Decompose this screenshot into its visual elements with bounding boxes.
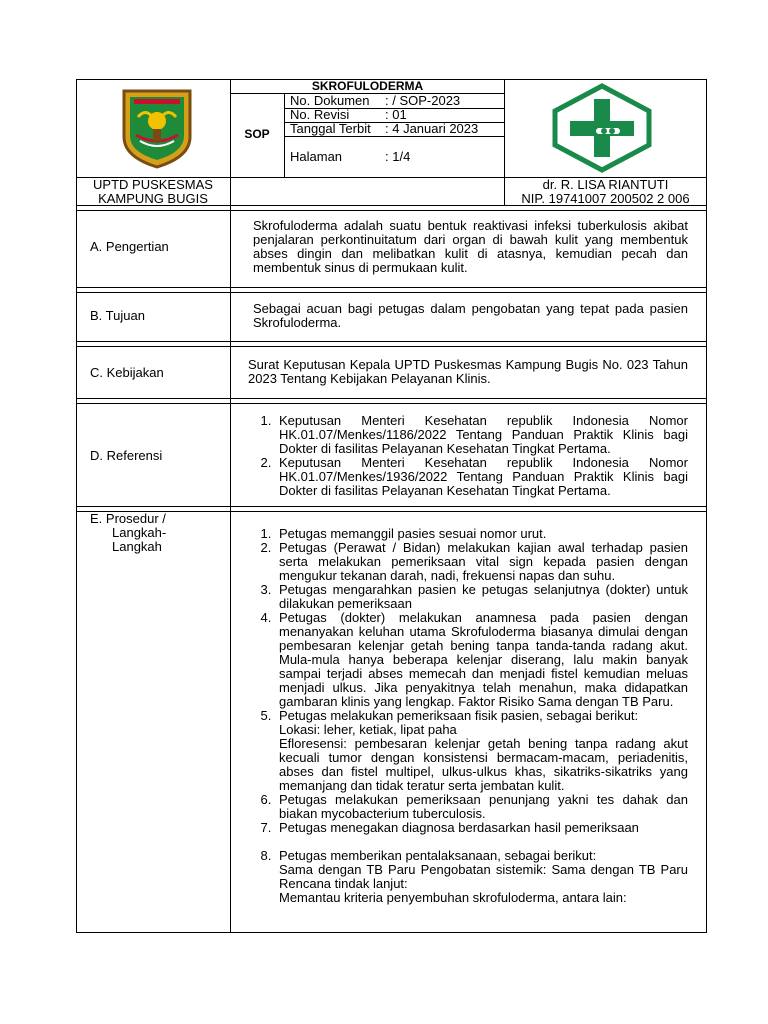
step-8-title: 8. Petugas memberikan pentalaksanaan, sebagai berikut: [279,848,597,863]
tanggal-terbit-value: : 4 Januari 2023 [385,121,479,136]
sop-label: SOP [244,127,270,141]
procedure-step [275,849,688,905]
halaman-value: : 1/4 [385,149,411,164]
signer-nip: NIP. 19741007 200502 2 006 [521,191,690,206]
divider [76,403,707,404]
procedure-step: 1. Petugas memanggil pasies sesuai nomor urut. [275,527,688,541]
section-b-text: Sebagai acuan bagi petugas dalam pengobatan yang tepat pada pasien Skrofuloderma. [253,301,688,330]
divider [76,341,707,342]
procedure-step [275,709,688,793]
section-a-text: Skrofuloderma adalah suatu bentuk reaktivasi infeksi tuberkulosis akibat penjalaran perkontinuitatum dari organ di bawah kulit yang membentuk abses dingin dan melibatkan kulit di atasnya, kemudian pecah dan membentuk sinus di permukaan kulit. [253,218,688,275]
puskesmas-cross-logo-icon [550,83,654,173]
section-e-label-3: Langkah [112,539,162,554]
step-5-lokasi: Lokasi: leher, ketiak, lipat paha [279,722,457,737]
divider [230,79,231,205]
document-title: SKROFULODERMA [311,79,424,93]
reference-item: 2. Keputusan Menteri Kesehatan republik Indonesia Nomor HK.01.07/Menkes/1936/2022 Tentang Panduan Praktik Klinis bagi Dokter di fasilitas Pelayanan Kesehatan Tingkat Pertama. [275,456,688,498]
kampung-bugis-emblem-icon [118,87,196,169]
table-border-bottom [76,932,707,933]
step-8-line1: Sama dengan TB Paru Pengobatan sistemik: Sama dengan TB Paru Rencana tindak lanjut: [279,862,688,891]
divider [76,398,707,399]
divider [76,292,707,293]
section-c-label: C. Kebijakan [90,365,164,380]
org-name-line1: UPTD PUSKESMAS [93,177,213,192]
divider [76,346,707,347]
halaman-label: Halaman [290,149,343,164]
section-a-label: A. Pengertian [90,239,169,254]
tanggal-terbit-label: Tanggal Terbit [290,121,371,136]
procedure-steps [251,527,688,905]
divider [76,287,707,288]
procedure-step: 6. Petugas melakukan pemeriksaan penunjang yakni tes dahak dan biakan mycobacterium tuberculosis. [275,793,688,821]
reference-item: 1. Keputusan Menteri Kesehatan republik Indonesia Nomor HK.01.07/Menkes/1186/2022 Tentang Panduan Praktik Klinis bagi Dokter di fasilitas Pelayanan Kesehatan Tingkat Pertama. [275,414,688,456]
divider [230,205,231,933]
section-d-label: D. Referensi [90,448,163,463]
no-dokumen-label: No. Dokumen [290,93,370,108]
no-revisi-value: : 01 [385,107,407,122]
org-name-line2: KAMPUNG BUGIS [98,191,208,206]
procedure-step: 3. Petugas mengarahkan pasien ke petugas selanjutnya (dokter) untuk dilakukan pemeriksaan [275,583,688,611]
section-b-label: B. Tujuan [90,308,145,323]
no-dokumen-value: : / SOP-2023 [385,93,461,108]
step-5-title: 5. Petugas melakukan pemeriksaan fisik pasien, sebagai berikut: [279,708,639,723]
section-d-list [246,414,688,498]
section-e-label-2: Langkah- [112,525,167,540]
no-revisi-label: No. Revisi [290,107,350,122]
divider [76,210,707,211]
signer-name: dr. R. LISA RIANTUTI [542,177,669,192]
step-5-efloresensi: Efloresensi: pembesaran kelenjar getah bening tanpa radang akut kecuali tumor dengan konsistensi bermacam-macam, periadenitis, abses dan fistel multipel, ulkus-ulkus khas, sikatriks-sikatriks yang memanjang dan tidak teratur serta jembatan kulit. [279,736,688,793]
divider [284,136,505,137]
divider [76,506,707,507]
procedure-step: 2. Petugas (Perawat / Bidan) melakukan kajian awal terhadap pasien serta melakukan pemeriksaan vital sign kepada pasien dengan mengukur tekanan darah, nadi, frekuensi napas dan suhu. [275,541,688,583]
divider [284,93,285,177]
divider [76,511,707,512]
section-c-text: Surat Keputusan Kepala UPTD Puskesmas Kampung Bugis No. 023 Tahun 2023 Tentang Kebijakan Pelayanan Klinis. [248,357,688,386]
procedure-step: 4. Petugas (dokter) melakukan anamnesa pada pasien dengan menanyakan keluhan utama Skrofuloderma biasanya dimulai dengan pembesaran kelenjar getah bening tanpa tanda-tanda radang akut. Mula-mula hanya beberapa kelenjar diserang, lalu makin banyak sampai terjadi abses memecah dan menjadi fistel kemudian meluas menjadi ulkus. Jika penyakitnya telah menahun, maka didapatkan gambaran klinis yang lengkap. Faktor Risiko Sama dengan TB Paru. [275,611,688,709]
procedure-step: 7. Petugas menegakan diagnosa berdasarkan hasil pemeriksaan [275,821,688,835]
step-8-line2: Memantau kriteria penyembuhan skrofuloderma, antara lain: [279,890,627,905]
section-e-label: E. Prosedur / [90,511,166,526]
